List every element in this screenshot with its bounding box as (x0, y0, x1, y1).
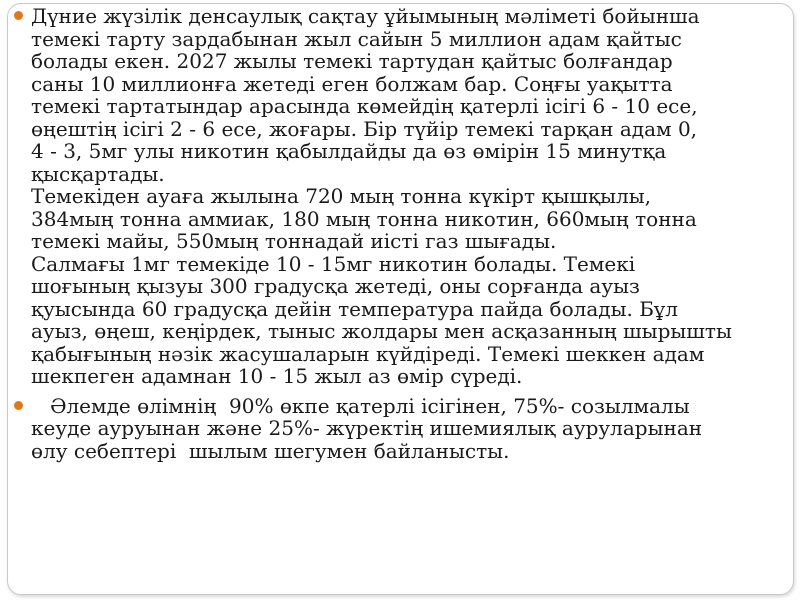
bullet-paragraph-1 (14, 5, 786, 388)
paragraph-line: кеуде ауруынан және 25%- жүректің ишемиялық ауруларынан (31, 416, 703, 440)
paragraph-line: қуысында 60 градусқа дейін температура пайда болады. Бұл (31, 296, 678, 321)
text-body (14, 5, 786, 462)
paragraph-line: саны 10 миллионға жетеді еген болжам бар. Соңғы уақытта (31, 71, 673, 96)
paragraph-line: Салмағы 1мг темекіде 10 - 15мг никотин болады. Темекі (31, 251, 636, 276)
paragraph-line: Темекіден ауаға жылына 720 мың тонна күкірт қышқылы, (31, 184, 652, 208)
paragraph-line: Дүние жүзілік денсаулық сақтау ұйымының мәліметі бойынша (31, 4, 700, 28)
paragraph-line: Әлемде өлімнің 90% өкпе қатерлі ісігінен, 75%- созылмалы (31, 393, 690, 418)
paragraph-line: темекі тартатындар арасында көмейдің қатерлі ісігі 6 - 10 есе, (31, 94, 698, 118)
bullet-dot-icon (14, 401, 23, 410)
paragraph-line: өңештің ісігі 2 - 6 есе, жоғары. Бір түйір темекі тарқан адам 0, (31, 116, 698, 141)
paragraph-line: болады екен. 2027 жылы темекі тартудан қайтыс болғандар (31, 49, 673, 73)
paragraph-line: шекпеген адамнан 10 - 15 жыл аз өмір сүреді. (31, 364, 523, 388)
paragraph-line: қабығының нәзік жасушаларын күйдіреді. Темекі шеккен адам (31, 341, 705, 366)
paragraph-line: қысқартады. (31, 161, 165, 186)
paragraph-line: 384мың тонна аммиак, 180 мың тонна никотин, 660мың тонна (31, 206, 697, 231)
paragraph-line: өлу себептері шылым шегумен байланысты. (31, 438, 510, 463)
paragraph-line: ауыз, өңеш, кеңірдек, тыныс жолдары мен асқазанның шырышты (31, 319, 732, 343)
paragraph-line: темекі майы, 550мың тоннадай иісті газ шығады. (31, 229, 557, 253)
bullet-paragraph-2 (14, 395, 786, 463)
paragraph-line: 4 - 3, 5мг улы никотин қабылдайды да өз өмірін 15 минутқа (31, 139, 667, 163)
bullet-dot-icon (14, 11, 23, 20)
paragraph-line: темекі тарту зардабынан жыл сайын 5 миллион адам қайтыс (31, 26, 682, 51)
paragraph-line: шоғының қызуы 300 градусқа жетеді, оны сорғанда ауыз (31, 274, 640, 298)
